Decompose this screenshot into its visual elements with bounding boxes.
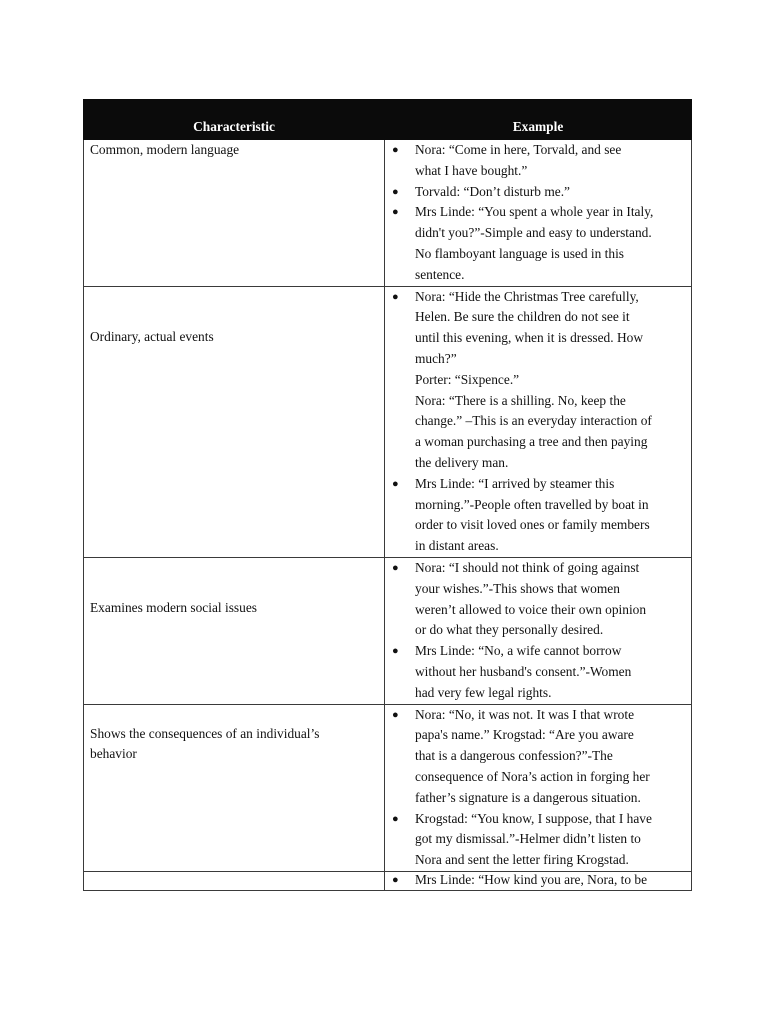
bullet-icon: ● [392,185,399,198]
table-row [84,557,692,704]
characteristic-cell [84,871,385,890]
characteristic-cell [84,140,385,287]
example-cell [385,871,692,890]
characteristic-cell [84,557,385,704]
example-list [385,140,691,286]
example-text: Torvald: “Don’t disturb me.” [415,183,571,199]
header-row [84,100,692,140]
bullet-icon: ● [392,206,399,219]
bullet-icon: ● [392,645,399,658]
example-list [385,558,691,704]
bullet-icon: ● [392,708,399,721]
example-clip [385,872,691,890]
example-text: Krogstad: “You know, I suppose, that I have got my dismissal.”-Helmer didn’t listen to Nora and sent the letter firing Krogstad. [415,810,652,868]
example-item [385,641,691,703]
example-item [385,558,691,641]
table-row [84,871,692,890]
example-item [385,705,691,809]
characteristic-text: Examines modern social issues [90,599,257,615]
example-cell [385,286,692,557]
example-list [385,287,691,557]
table-header [84,100,692,140]
table-row [84,704,692,871]
example-cell [385,140,692,287]
example-item [385,287,691,474]
example-text: Nora: “No, it was not. It was I that wrote papa's name.” Krogstad: “Are you aware that is a dangerous confession?”-The consequence of Nora’s action in forging her father’s signature is a dangerous situation. [415,706,650,805]
example-item [385,182,691,203]
bullet-icon: ● [392,477,399,490]
bullet-icon: ● [392,144,399,156]
characteristic-cell [84,286,385,557]
table-row [84,140,692,287]
bullet-icon: ● [392,812,399,825]
characteristic-text: Shows the consequences of an individual’s behavior [90,725,320,762]
example-item [385,202,691,285]
characteristic-text: Common, modern language [90,142,240,157]
example-cell [385,557,692,704]
example-list [385,705,691,871]
example-list [385,872,691,890]
example-text: Mrs Linde: “No, a wife cannot borrow without her husband's consent.”-Women had very few legal rights. [415,643,632,700]
table-row [84,286,692,557]
example-text: Nora: “Come in here, Torvald, and see what I have bought.” [415,142,622,178]
bullet-icon: ● [392,873,399,886]
example-text: Mrs Linde: “You spent a whole year in Italy, didn't you?”-Simple and easy to understand. No flamboyant language is used in this sentence. [415,204,654,282]
example-item [385,140,691,182]
bullet-icon: ● [392,290,399,303]
example-item [385,809,691,871]
example-cell [385,704,692,871]
header-example: Example [385,100,692,140]
characteristic-text: Ordinary, actual events [90,328,214,344]
example-item [385,872,691,890]
example-text: Mrs Linde: “I arrived by steamer this morning.”-People often travelled by boat in order to visit loved ones or family members in distant areas. [415,475,650,554]
header-characteristic: Characteristic [84,100,385,140]
example-text: Nora: “I should not think of going against your wishes.”-This shows that women weren’t allowed to voice their own opinion or do what they personally desired. [415,559,647,638]
example-item [385,474,691,557]
characteristics-table [83,99,692,891]
example-text: Mrs Linde: “How kind you are, Nora, to be [415,871,648,887]
example-text: Nora: “Hide the Christmas Tree carefully, Helen. Be sure the children do not see it until this evening, when it is dressed. How much?” Porter: “Sixpence.” Nora: “There is a shilling. No, keep the change.” –This is an everyday interaction of a woman purchasing a tree and then paying the delivery man. [415,288,652,470]
characteristic-cell [84,704,385,871]
bullet-icon: ● [392,561,399,574]
